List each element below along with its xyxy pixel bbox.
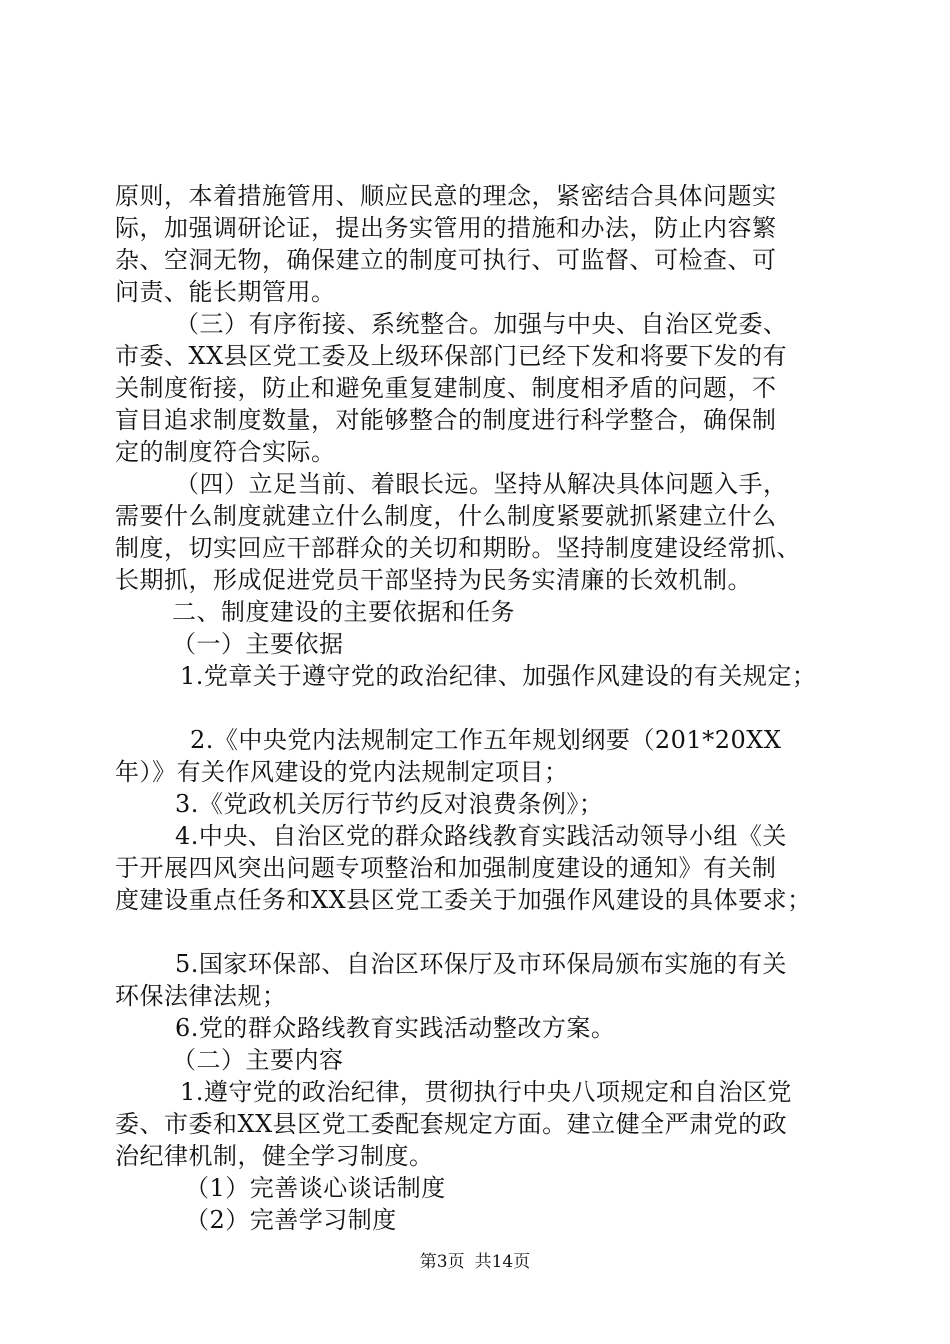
paragraph-line: 委、市委和XX县区党工委配套规定方面。建立健全严肃党的政 [115, 1110, 788, 1138]
list-item: 1.党章关于遵守党的政治纪律、加强作风建设的有关规定； [180, 662, 817, 690]
paragraph-line: 制度，切实回应干部群众的关切和期盼。坚持制度建设经常抓、 [115, 534, 801, 562]
page-number: 第3页 [419, 1252, 465, 1272]
page-footer [0, 1251, 950, 1273]
list-item: 6.党的群众路线教育实践活动整改方案。 [175, 1014, 616, 1042]
subsection-heading: （二）主要内容 [172, 1046, 344, 1074]
paragraph-line: （四）立足当前、着眼长远。坚持从解决具体问题入手， [175, 470, 788, 498]
section-heading: 二、制度建设的主要依据和任务 [172, 598, 515, 626]
paragraph-line: 年）》有关作风建设的党内法规制定项目； [115, 758, 569, 786]
paragraph-line: 长期抓，形成促进党员干部坚持为民务实清廉的长效机制。 [115, 566, 752, 594]
paragraph-line: 度建设重点任务和XX县区党工委关于加强作风建设的具体要求； [115, 886, 812, 914]
subsection-heading: （一）主要依据 [172, 630, 344, 658]
list-item: 3.《党政机关厉行节约反对浪费条例》； [175, 790, 604, 818]
paragraph-line: 际，加强调研论证，提出务实管用的措施和办法，防止内容繁 [115, 214, 777, 242]
page-total: 共14页 [474, 1252, 531, 1272]
list-item: 5.国家环保部、自治区环保厅及市环保局颁布实施的有关 [175, 950, 787, 978]
paragraph-line: 于开展四风突出问题专项整治和加强制度建设的通知》有关制 [115, 854, 777, 882]
list-item: （1）完善谈心谈话制度 [185, 1174, 446, 1202]
paragraph-line: 关制度衔接，防止和避免重复建制度、制度相矛盾的问题，不 [115, 374, 777, 402]
list-item: 4.中央、自治区党的群众路线教育实践活动领导小组《关 [175, 822, 787, 850]
paragraph-line: 问责、能长期管用。 [115, 278, 336, 306]
paragraph-line: 定的制度符合实际。 [115, 438, 336, 466]
paragraph-line: 原则，本着措施管用、顺应民意的理念，紧密结合具体问题实 [115, 182, 777, 210]
paragraph-line: 环保法律法规； [115, 982, 287, 1010]
list-item: 2.《中央党内法规制定工作五年规划纲要（201*20XX [190, 726, 782, 754]
paragraph-line: 市委、XX县区党工委及上级环保部门已经下发和将要下发的有 [115, 342, 788, 370]
paragraph-line: （三）有序衔接、系统整合。加强与中央、自治区党委、 [175, 310, 788, 338]
paragraph-line: 杂、空洞无物，确保建立的制度可执行、可监督、可检查、可 [115, 246, 777, 274]
list-item: 1.遵守党的政治纪律，贯彻执行中央八项规定和自治区党 [180, 1078, 792, 1106]
paragraph-line: 盲目追求制度数量，对能够整合的制度进行科学整合，确保制 [115, 406, 777, 434]
paragraph-line: 需要什么制度就建立什么制度，什么制度紧要就抓紧建立什么 [115, 502, 777, 530]
list-item: （2）完善学习制度 [185, 1206, 397, 1234]
paragraph-line: 治纪律机制，健全学习制度。 [115, 1142, 434, 1170]
